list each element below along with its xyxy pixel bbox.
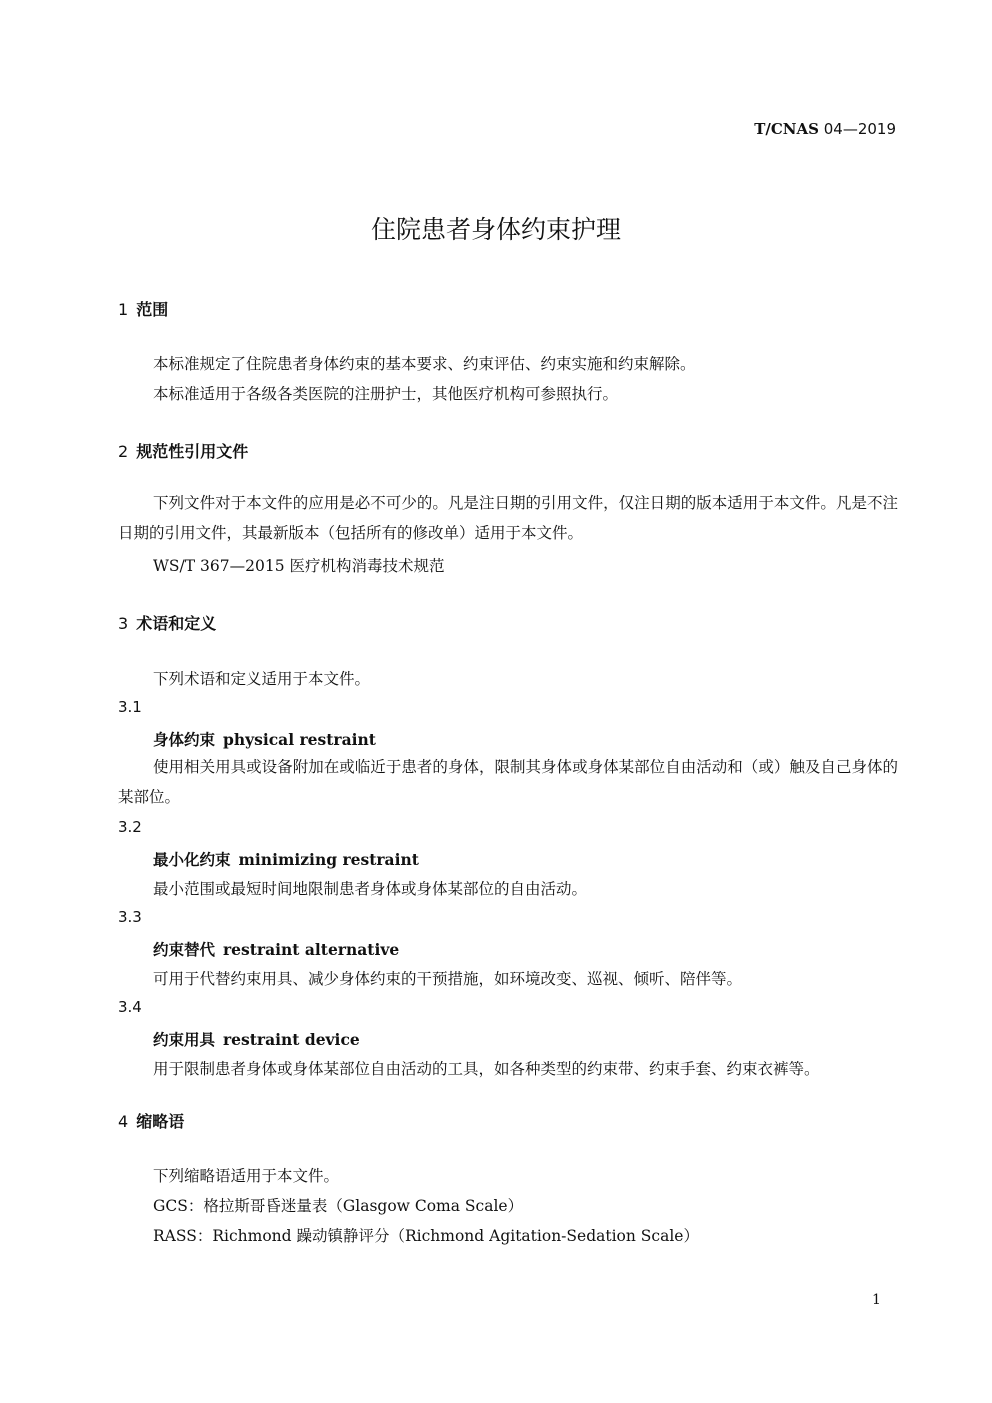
standard-code bbox=[754, 120, 896, 138]
term-number: 3.1 bbox=[118, 698, 142, 716]
abbreviation-item: GCS：格拉斯哥昏迷量表（Glasgow Coma Scale） bbox=[153, 1197, 524, 1215]
page-number: 1 bbox=[872, 1292, 881, 1308]
term-number: 3.4 bbox=[118, 998, 142, 1016]
standard-prefix: T/CNAS bbox=[754, 120, 819, 138]
section-2-heading: 2 规范性引用文件 bbox=[118, 442, 249, 461]
section-3-heading: 3 术语和定义 bbox=[118, 614, 217, 633]
section-2-reference: WS/T 367—2015 医疗机构消毒技术规范 bbox=[153, 557, 445, 575]
section-1-paragraph-1: 本标准规定了住院患者身体约束的基本要求、约束评估、约束实施和约束解除。 bbox=[153, 355, 696, 373]
term-definition: 使用相关用具或设备附加在或临近于患者的身体，限制其身体或身体某部位自由活动和（或）触及自己身体的某部位。 bbox=[118, 758, 898, 806]
term-definition: 最小范围或最短时间地限制患者身体或身体某部位的自由活动。 bbox=[153, 880, 588, 898]
document-title: 住院患者身体约束护理 bbox=[370, 215, 621, 244]
term-name: 约束替代 restraint alternative bbox=[153, 940, 400, 959]
section-4-heading: 4 缩略语 bbox=[118, 1112, 185, 1131]
term-definition: 可用于代替约束用具、减少身体约束的干预措施，如环境改变、巡视、倾听、陪伴等。 bbox=[153, 970, 743, 988]
term-number: 3.3 bbox=[118, 908, 142, 926]
section-1-paragraph-2: 本标准适用于各级各类医院的注册护士，其他医疗机构可参照执行。 bbox=[153, 385, 619, 403]
abbreviation-item: RASS：Richmond 躁动镇静评分（Richmond Agitation-Sedation Scale） bbox=[153, 1227, 699, 1245]
term-name: 约束用具 restraint device bbox=[153, 1030, 360, 1049]
term-number: 3.2 bbox=[118, 818, 142, 836]
section-4-intro: 下列缩略语适用于本文件。 bbox=[153, 1167, 340, 1185]
term-definition: 用于限制患者身体或身体某部位自由活动的工具，如各种类型的约束带、约束手套、约束衣裤等。 bbox=[153, 1060, 820, 1078]
term-name: 身体约束 physical restraint bbox=[153, 730, 376, 749]
section-2-paragraph: 下列文件对于本文件的应用是必不可少的。凡是注日期的引用文件，仅注日期的版本适用于本文件。凡是不注日期的引用文件，其最新版本（包括所有的修改单）适用于本文件。 bbox=[118, 494, 898, 542]
term-name: 最小化约束 minimizing restraint bbox=[153, 850, 419, 869]
standard-number: 04—2019 bbox=[823, 120, 896, 138]
section-1-heading: 1 范围 bbox=[118, 300, 169, 319]
section-3-intro: 下列术语和定义适用于本文件。 bbox=[153, 670, 371, 688]
